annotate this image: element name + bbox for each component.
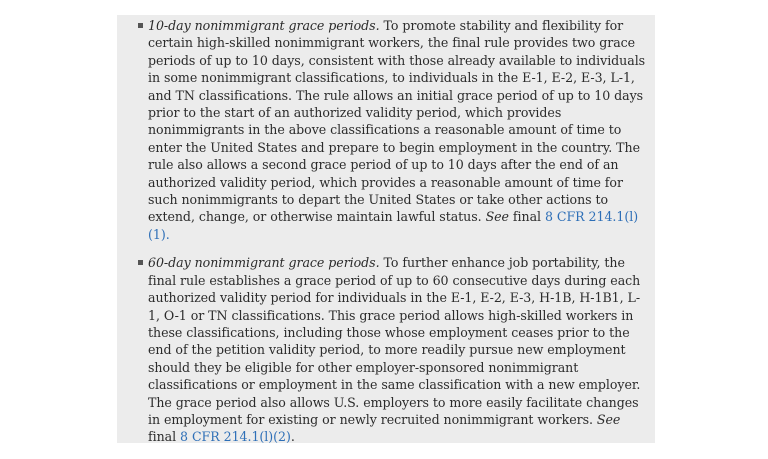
item-heading: 60-day nonimmigrant grace periods. — [148, 255, 380, 271]
trailing-punct: . — [290, 429, 295, 445]
item-body: To promote stability and flexibility for certain high-skilled nonimmigrant workers, the final rule provides two grace periods of up to 10 days, consistent with those already available to individuals in some nonimmigrant classifications, to individuals in the E-1, E-2, E-3, L-1, and TN classifications. The rule allows an initial grace period of up to 10 days prior to the start of an authorized validity period, which provides nonimmigrants in the above classifications a reasonable amount of time to enter the United States and prepare to begin employment in the country. The rule also allows a second grace period of up to 10 days after the end of an authorized validity period, which provides a reasonable amount of time for such nonimmigrants to depart the United States or take other actions to extend, change, or otherwise maintain lawful status. — [148, 18, 646, 225]
final-label: final — [148, 429, 181, 445]
cfr-link[interactable]: 8 CFR 214.1(l)(1). — [148, 209, 639, 242]
square-bullet-icon — [138, 260, 143, 265]
see-label: See — [596, 411, 621, 427]
list-item — [117, 254, 655, 445]
item-heading: 10-day nonimmigrant grace periods. — [148, 18, 380, 33]
cfr-link[interactable]: 8 CFR 214.1(l)(2) — [180, 429, 291, 445]
see-label: See — [485, 209, 509, 225]
content-panel — [117, 15, 655, 443]
list-item — [117, 17, 655, 243]
square-bullet-icon — [138, 23, 143, 28]
item-body: To further enhance job portability, the final rule establishes a grace period of up to 60 consecutive days during each authorized validity period for individuals in the E-1, E-2, E-3, H-1B, H-1B1, L-1, O-1 or TN classifications. This grace period allows high-skilled workers in these classifications, including those whose employment ceases prior to the end of the petition validity period, to more readily pursue new employment should they be eligible for other employer-sponsored nonimmigrant classifications or employment in the same classification with a new employer. The grace period also allows U.S. employers to more easily facilitate changes in employment for existing or newly recruited nonimmigrant workers. — [148, 255, 641, 427]
final-label: final — [508, 209, 545, 225]
